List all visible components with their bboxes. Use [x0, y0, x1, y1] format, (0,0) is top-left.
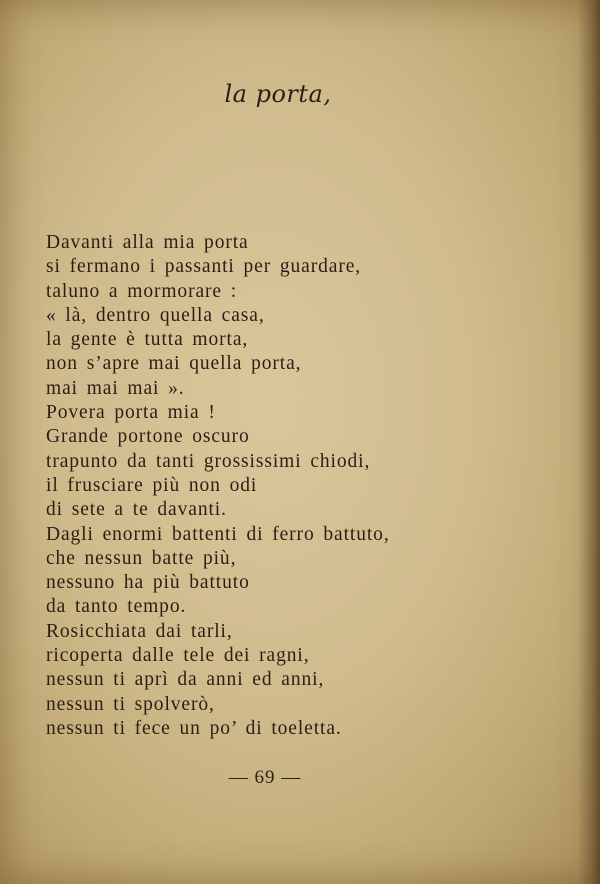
- poem-line: Rosicchiata dai tarli,: [46, 620, 233, 642]
- poem-body: [46, 231, 390, 741]
- poem-line: trapunto da tanti grossissimi chiodi,: [46, 450, 371, 472]
- poem-line: taluno a mormorare :: [46, 280, 238, 302]
- poem-line: il frusciare più non odi: [46, 474, 258, 496]
- poem-line: da tanto tempo.: [46, 596, 187, 618]
- poem-line: nessuno ha più battuto: [46, 572, 250, 594]
- page-number: — 69 —: [228, 767, 302, 788]
- poem-line: Dagli enormi battenti di ferro battuto,: [46, 523, 390, 545]
- poem-line: nessun ti spolverò,: [46, 693, 215, 715]
- poem-line: Davanti alla mia porta: [46, 232, 249, 253]
- poem-line: la gente è tutta morta,: [46, 329, 249, 351]
- poem-line: nessun ti aprì da anni ed anni,: [46, 669, 325, 691]
- poem-line: non s’apre mai quella porta,: [46, 353, 302, 375]
- poem-line: « là, dentro quella casa,: [46, 304, 265, 326]
- poem-line: Povera porta mia !: [46, 402, 216, 424]
- poem-line: Grande portone oscuro: [46, 426, 250, 448]
- poem-line: si fermano i passanti per guardare,: [46, 256, 362, 278]
- poem-line: mai mai mai ».: [46, 377, 185, 399]
- poem-line: di sete a te davanti.: [46, 499, 227, 521]
- poem-line: che nessun batte più,: [46, 547, 237, 569]
- poem-line: nessun ti fece un po’ di toeletta.: [46, 717, 342, 739]
- poem-line: ricoperta dalle tele dei ragni,: [46, 645, 310, 667]
- poem-title: la porta,: [224, 80, 332, 108]
